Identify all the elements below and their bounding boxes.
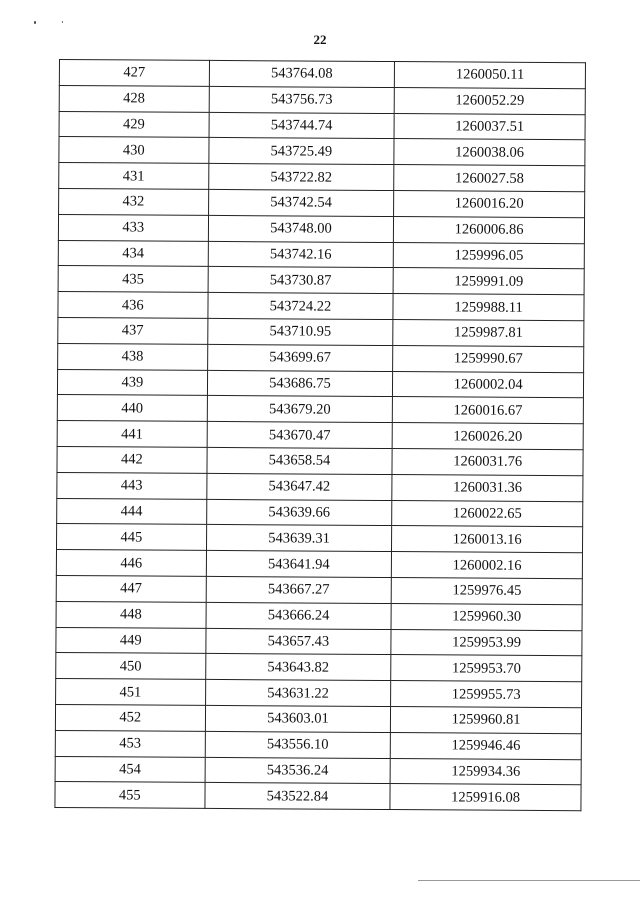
point-number-cell: 455 <box>55 782 205 809</box>
y-coordinate-cell: 1260006.86 <box>394 216 585 243</box>
y-coordinate-cell: 1259987.81 <box>393 320 584 347</box>
table-row <box>55 730 581 759</box>
y-coordinate-cell: 1260016.67 <box>393 397 584 424</box>
x-coordinate-cell: 543536.24 <box>205 757 391 784</box>
x-coordinate-cell: 543710.95 <box>207 318 393 345</box>
x-coordinate-cell: 543658.54 <box>207 447 393 474</box>
point-number-cell: 441 <box>57 421 207 448</box>
table-row <box>56 653 582 682</box>
table-row <box>59 111 585 140</box>
table-row <box>55 704 581 733</box>
point-number-cell: 442 <box>57 446 207 473</box>
y-coordinate-cell: 1259991.09 <box>393 268 584 295</box>
scan-speck-left <box>34 21 36 24</box>
table-row <box>57 369 583 398</box>
point-number-cell: 443 <box>57 472 207 499</box>
x-coordinate-cell: 543647.42 <box>206 473 392 500</box>
table-row <box>57 498 583 527</box>
y-coordinate-cell: 1259953.70 <box>391 655 582 682</box>
table-row <box>56 679 582 708</box>
x-coordinate-cell: 543744.74 <box>209 112 395 139</box>
y-coordinate-cell: 1260027.58 <box>394 165 585 192</box>
y-coordinate-cell: 1260031.76 <box>392 448 583 475</box>
y-coordinate-cell: 1260002.04 <box>393 371 584 398</box>
point-number-cell: 452 <box>55 704 205 731</box>
point-number-cell: 435 <box>58 266 208 293</box>
point-number-cell: 451 <box>56 679 206 706</box>
table-row <box>58 266 584 295</box>
x-coordinate-cell: 543742.16 <box>208 241 394 268</box>
x-coordinate-cell: 543686.75 <box>207 370 393 397</box>
point-number-cell: 432 <box>59 188 209 215</box>
table-row <box>55 756 581 785</box>
x-coordinate-cell: 543641.94 <box>206 551 392 578</box>
point-number-cell: 427 <box>59 60 209 87</box>
x-coordinate-cell: 543657.43 <box>205 628 391 655</box>
y-coordinate-cell: 1260052.29 <box>394 87 585 114</box>
x-coordinate-cell: 543639.31 <box>206 525 392 552</box>
x-coordinate-cell: 543603.01 <box>205 705 391 732</box>
point-number-cell: 433 <box>58 214 208 241</box>
x-coordinate-cell: 543643.82 <box>205 654 391 681</box>
table-row <box>59 85 585 114</box>
y-coordinate-cell: 1259955.73 <box>391 681 582 708</box>
point-number-cell: 438 <box>58 343 208 370</box>
table-row <box>58 240 584 269</box>
point-number-cell: 428 <box>59 85 209 112</box>
x-coordinate-cell: 543764.08 <box>209 60 395 87</box>
table-row <box>59 60 585 89</box>
x-coordinate-cell: 543725.49 <box>208 138 394 165</box>
y-coordinate-cell: 1259976.45 <box>391 577 582 604</box>
point-number-cell: 429 <box>59 111 209 138</box>
x-coordinate-cell: 543639.66 <box>206 499 392 526</box>
point-number-cell: 440 <box>57 395 207 422</box>
table-row <box>57 395 583 424</box>
table-row <box>58 343 584 372</box>
x-coordinate-cell: 543699.67 <box>207 344 393 371</box>
y-coordinate-cell: 1259960.30 <box>391 603 582 630</box>
point-number-cell: 447 <box>56 575 206 602</box>
y-coordinate-cell: 1259960.81 <box>391 706 582 733</box>
y-coordinate-cell: 1259934.36 <box>390 758 581 785</box>
coordinates-table-body <box>55 60 586 811</box>
point-number-cell: 449 <box>56 627 206 654</box>
table-row <box>57 421 583 450</box>
table-row <box>58 292 584 321</box>
table-row <box>59 137 585 166</box>
y-coordinate-cell: 1259990.67 <box>393 345 584 372</box>
point-number-cell: 453 <box>55 730 205 757</box>
point-number-cell: 439 <box>57 369 207 396</box>
x-coordinate-cell: 543722.82 <box>208 164 394 191</box>
x-coordinate-cell: 543666.24 <box>206 602 392 629</box>
table-row <box>57 472 583 501</box>
table-row <box>56 627 582 656</box>
y-coordinate-cell: 1260022.65 <box>392 500 583 527</box>
y-coordinate-cell: 1260050.11 <box>395 62 586 89</box>
point-number-cell: 430 <box>59 137 209 164</box>
table-row <box>57 524 583 553</box>
point-number-cell: 446 <box>56 550 206 577</box>
x-coordinate-cell: 543679.20 <box>207 396 393 423</box>
y-coordinate-cell: 1259988.11 <box>393 294 584 321</box>
x-coordinate-cell: 543730.87 <box>208 267 394 294</box>
y-coordinate-cell: 1260013.16 <box>392 526 583 553</box>
table-row <box>59 163 585 192</box>
point-number-cell: 431 <box>59 163 209 190</box>
y-coordinate-cell: 1260038.06 <box>394 139 585 166</box>
x-coordinate-cell: 543667.27 <box>206 576 392 603</box>
y-coordinate-cell: 1259996.05 <box>394 242 585 269</box>
scan-edge-line <box>418 880 640 881</box>
table-row <box>55 782 581 811</box>
table-row <box>58 317 584 346</box>
x-coordinate-cell: 543756.73 <box>209 86 395 113</box>
point-number-cell: 434 <box>58 240 208 267</box>
x-coordinate-cell: 543742.54 <box>208 189 394 216</box>
y-coordinate-cell: 1260026.20 <box>392 423 583 450</box>
point-number-cell: 437 <box>58 317 208 344</box>
x-coordinate-cell: 543748.00 <box>208 215 394 242</box>
y-coordinate-cell: 1259953.99 <box>391 629 582 656</box>
y-coordinate-cell: 1259946.46 <box>391 732 582 759</box>
table-row <box>56 601 582 630</box>
point-number-cell: 454 <box>55 756 205 783</box>
coordinates-table <box>54 59 586 811</box>
y-coordinate-cell: 1260016.20 <box>394 191 585 218</box>
y-coordinate-cell: 1260002.16 <box>392 552 583 579</box>
point-number-cell: 450 <box>56 653 206 680</box>
point-number-cell: 448 <box>56 601 206 628</box>
y-coordinate-cell: 1259916.08 <box>390 784 581 811</box>
point-number-cell: 445 <box>57 524 207 551</box>
page-number: 22 <box>313 32 327 47</box>
y-coordinate-cell: 1260031.36 <box>392 474 583 501</box>
y-coordinate-cell: 1260037.51 <box>394 113 585 140</box>
table-row <box>59 188 585 217</box>
table-row <box>56 550 582 579</box>
x-coordinate-cell: 543631.22 <box>205 680 391 707</box>
x-coordinate-cell: 543670.47 <box>207 422 393 449</box>
table-row <box>58 214 584 243</box>
table-row <box>56 575 582 604</box>
x-coordinate-cell: 543522.84 <box>205 783 391 810</box>
table-row <box>57 446 583 475</box>
scan-speck-right <box>62 21 63 23</box>
x-coordinate-cell: 543556.10 <box>205 731 391 758</box>
point-number-cell: 436 <box>58 292 208 319</box>
x-coordinate-cell: 543724.22 <box>208 293 394 320</box>
point-number-cell: 444 <box>57 498 207 525</box>
